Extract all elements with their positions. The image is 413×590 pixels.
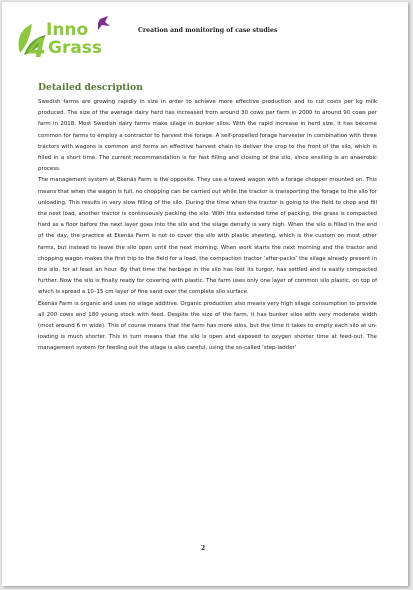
section-heading: Detailed description: [38, 82, 143, 93]
inno4grass-logo: [14, 13, 118, 63]
body-text: [38, 97, 377, 355]
inno4grass-logo-graphic: [14, 13, 118, 63]
paragraph: The management system at Ekenäs Farm is the opposite. They use a towed wagon with a forage chopper mounted on. This means that when the wagon is full, no chopping can be carried out while the tractor is transporting the forage to the silo for unloading. This results in very slow filling of the silo. During the time when the tractor is going to the field to chop and fill the next load, another tractor is continuously packing the silo. With this extended time of packing, the grass is compacted hard as a floor before the next layer goes into the silo and the silage density is very high. When the silo is filled in the end of the day, the practice at Ekenäs Farm is not to cover the silo with plastic sheeting, which is the custom on most other farms, but instead to leave the silo open until the next morning. When work starts the next morning and the tractor and chopping wagon makes the first trip to the field for a load, the compaction tractor ‘after-packs’ the silage already present in the silo, for at least an hour. By that time the herbage in the silo has lost its turgor, has settled and is easily compacted further. Now the silo is finally ready for covering with plastic. The farm uses only one layer of common silo plastic, on top of which is spread a 10–15 cm layer of fine sand over the complete silo surface.: [38, 177, 377, 296]
logo-text-grass: Grass: [48, 38, 103, 58]
bird-icon: [98, 16, 110, 30]
paragraph: Ekenäs Farm is organic and uses no silage additive. Organic production also means very high silage consumption to provide all 200 cows and 180 young stock with feed. Despite the size of the farm, it has bunker silos with very moderate width (most around 6 m wide). This of course means that the farm has more silos, but the time it takes to empty each silo at un-loading is much shorter. This in turn means that the silo is open and exposed to oxygen shorter time at feed-out. The management system for feeding out the silage is also careful, using the so-called ‘step-ladder’: [38, 300, 377, 352]
logo-digit: 4: [28, 34, 47, 63]
document-header-title: Creation and monitoring of case studies: [138, 27, 278, 34]
page-number: 2: [201, 545, 206, 552]
document-page: [2, 2, 408, 586]
paragraph: Swedish farms are growing rapidly in size in order to achieve more effective production and to cut costs per kg milk produced. The size of the average dairy herd has increased from around 30 cows per farm in 2000 to around 90 cows per farm in 2018. Most Swedish dairy farms make silage in bunker silos. With the rapid increase in herd size, it has become common for farms to employ a contractor to harvest the forage. A self-propelled forage harvester in combination with three tractors with wagons is common and forms an effective harvest chain to deliver the crop to the front of the silo, which is filled in a short time. The current recommendation is for fast filling and closing of the silo, since ensiling is an anaerobic process.: [38, 99, 377, 173]
logo-text-inno: Inno: [46, 20, 89, 40]
